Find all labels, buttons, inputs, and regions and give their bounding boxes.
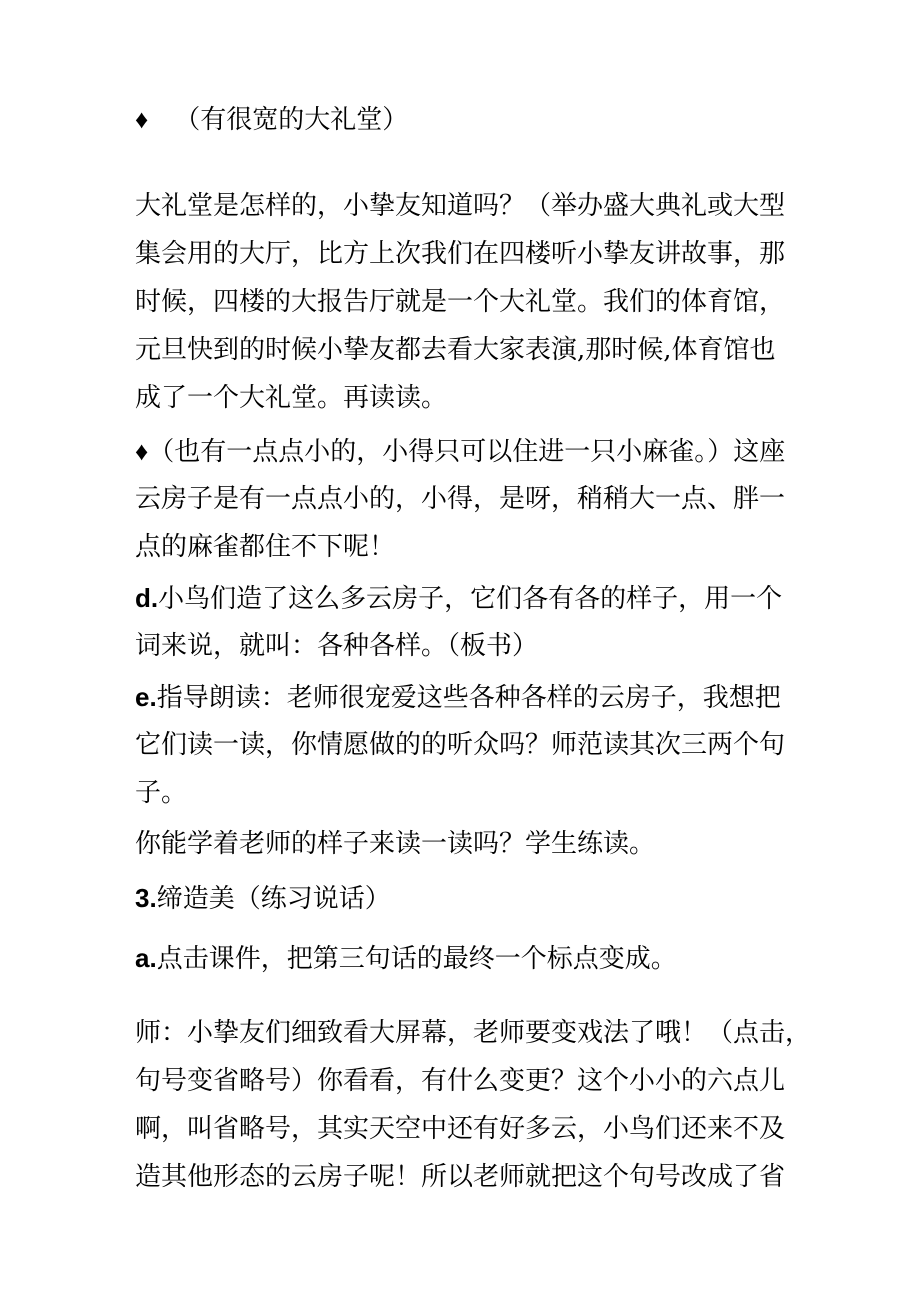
line-text: 成了一个大礼堂。再读读。 [135,383,448,413]
list-marker: e. [135,682,157,712]
line-text: （也有一点点小的，小得只可以住进一只小麻雀。）这座 [148,437,786,467]
paragraph-line [135,775,187,811]
paragraph-line [135,529,395,565]
paragraph-line [135,236,785,272]
line-text: 子。 [135,778,188,808]
line-text: 小鸟们造了这么多云房子，它们各有各的样子，用一个 [158,584,783,614]
line-text: 你能学着老师的样子来读一读吗？学生练读。 [135,829,656,859]
line-text: 元旦快到的时候小挚友都去看大家表演,那时候,体育馆也 [135,335,776,365]
line-text: 它们读一读，你情愿做的的听众吗？师范读其次三两个句 [135,730,786,760]
paragraph-line [135,1063,785,1099]
paragraph-line [135,628,538,664]
line-text: 点击课件，把第三句话的最终一个标点变成。 [156,944,677,974]
line-text: 指导朗读：老师很宠爱这些各种各样的云房子，我想把 [156,683,781,713]
paragraph-line [135,580,782,616]
list-marker: 3. [135,883,157,913]
line-text: 句号变省略号）你看看，有什么变更？这个小小的六点儿 [135,1066,786,1096]
paragraph-line [135,1015,811,1051]
line-text: 点的麻雀都住不下呢！ [135,532,396,562]
line-text: （有很宽的大礼堂） [174,105,409,135]
line-text: 师：小挚友们细致看大屏幕，老师要变戏法了哦！（点击， [135,1018,812,1048]
section-heading [135,880,391,916]
paragraph-line [135,1111,785,1147]
line-text: 大礼堂是怎样的，小挚友知道吗？（举办盛大典礼或大型 [135,191,786,221]
paragraph-line [135,101,408,137]
line-text: 时候，四楼的大报告厅就是一个大礼堂。我们的体育馆， [135,287,786,317]
paragraph-line [135,188,785,224]
line-text: 词来说，就叫：各种各样。（板书） [135,631,539,661]
paragraph-line [135,284,785,320]
line-text: 啊，叫省略号，其实天空中还有好多云，小鸟们还来不及 [135,1114,786,1144]
line-text: 集会用的大厅，比方上次我们在四楼听小挚友讲故事，那 [135,239,786,269]
diamond-bullet-icon: ♦ [135,436,149,466]
paragraph-line [135,679,781,715]
line-text: 缔造美（练习说话） [156,884,391,914]
paragraph-line [135,1159,785,1195]
line-text: 云房子是有一点点小的，小得，是呀，稍稍大一点、胖一 [135,484,786,514]
list-marker: d. [135,583,159,613]
list-marker: a. [135,943,157,973]
paragraph-line [135,433,785,469]
paragraph-line [135,481,785,517]
line-text: 造其他形态的云房子呢！所以老师就把这个句号改成了省 [135,1162,786,1192]
paragraph-line [135,826,655,862]
diamond-bullet-icon: ♦ [135,104,149,134]
paragraph-line [135,940,677,976]
paragraph-line [135,332,776,368]
paragraph-line [135,727,785,763]
paragraph-line [135,380,447,416]
